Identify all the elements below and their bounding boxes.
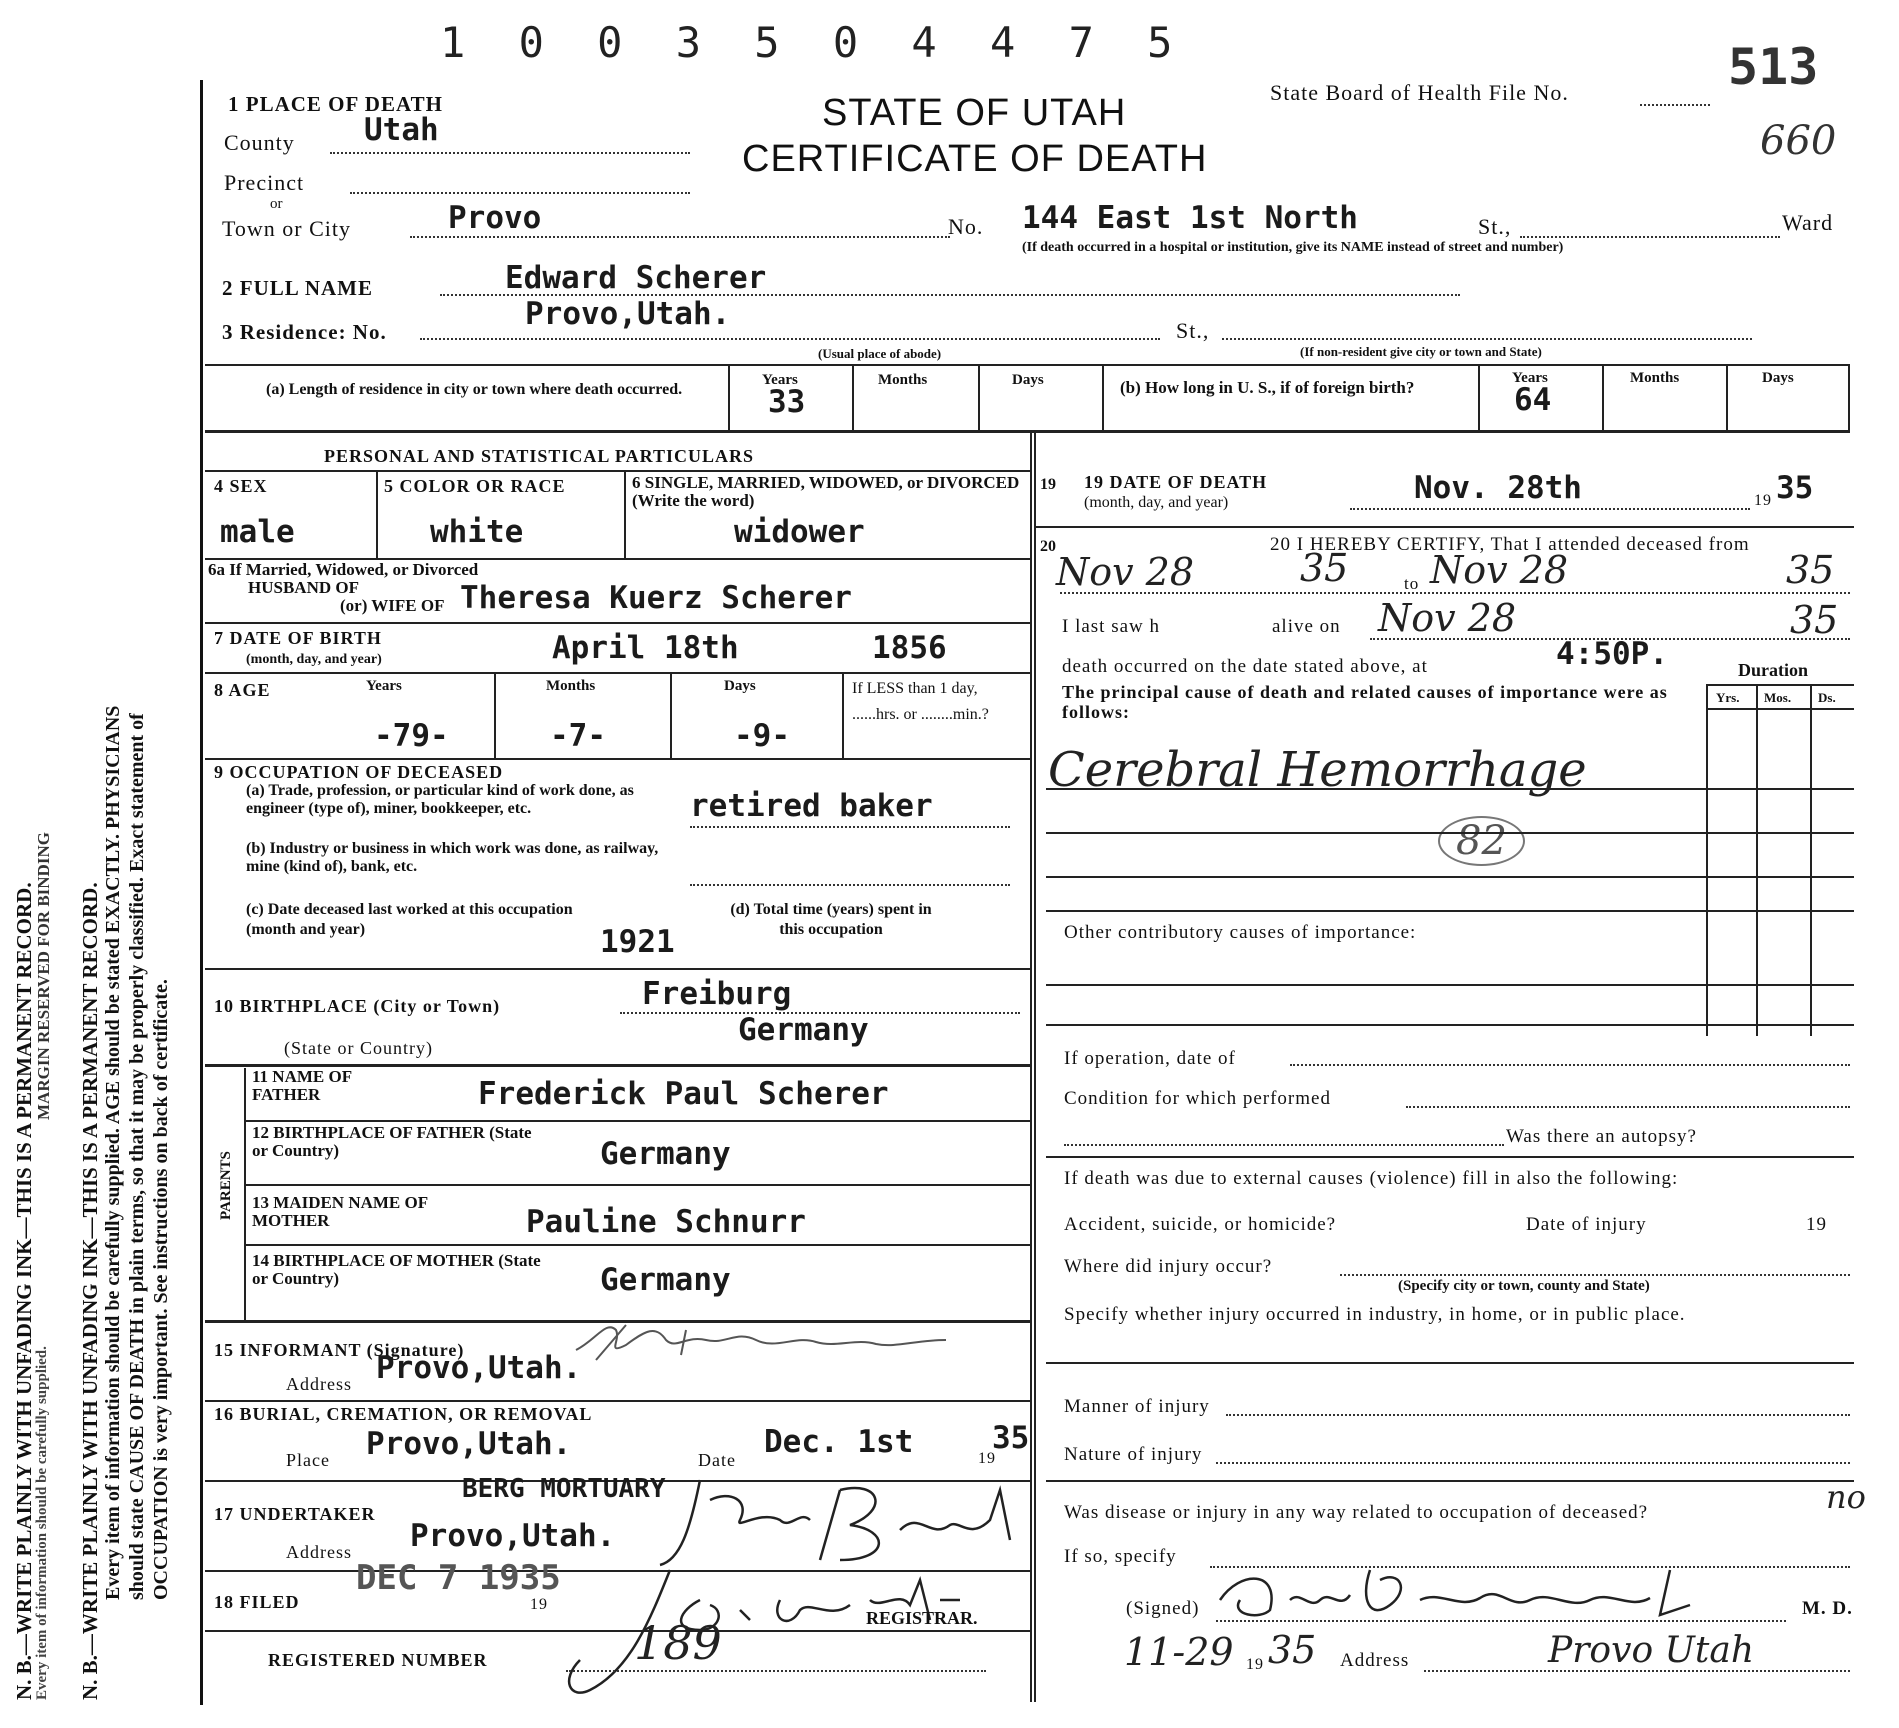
age-months-value: -7- bbox=[550, 718, 606, 754]
row-7-line bbox=[205, 672, 1030, 674]
occ-a-label: (a) Trade, profession, or particular kind of work done, as engineer (type of), miner, bookkeeper, etc. bbox=[246, 782, 634, 817]
mother-line bbox=[244, 1244, 1030, 1246]
alive-year: 35 bbox=[1790, 598, 1839, 642]
registrar-label: REGISTRAR. bbox=[866, 1608, 978, 1628]
res-b-months-label: Months bbox=[1630, 370, 1680, 386]
cause-label: The principal cause of death and related causes of importance were as follows: bbox=[1062, 682, 1668, 722]
dur-yrs-label: Yrs. bbox=[1716, 690, 1740, 705]
death-date-sub: (month, day, and year) bbox=[1084, 494, 1229, 511]
nature-label: Nature of injury bbox=[1064, 1444, 1203, 1465]
md-label: M. D. bbox=[1802, 1598, 1853, 1619]
registered-number: 189 bbox=[634, 1616, 722, 1670]
nb-note-1: N. B.—WRITE PLAINLY WITH UNFADING INK—THIS IS A PERMANENT RECORD. bbox=[12, 882, 36, 1700]
personal-header-line bbox=[205, 470, 1030, 472]
age-years-value: -79- bbox=[374, 718, 449, 754]
operation-line bbox=[1290, 1064, 1850, 1066]
death-date-num: 19 bbox=[1040, 476, 1056, 493]
filed-label: 18 FILED bbox=[214, 1592, 300, 1612]
or-label: or bbox=[270, 196, 283, 212]
mother-value: Pauline Schnurr bbox=[526, 1204, 806, 1240]
nature-line bbox=[1216, 1462, 1850, 1464]
injury-year: 19 bbox=[1806, 1214, 1827, 1235]
birthplace-country: Germany bbox=[738, 1012, 869, 1048]
duration-top bbox=[1706, 684, 1854, 686]
father-bp-label: 12 BIRTHPLACE OF FATHER (State or Country) bbox=[252, 1123, 532, 1160]
occ-related-value: no bbox=[1826, 1478, 1866, 1516]
residence-line bbox=[420, 338, 1160, 340]
residence-st-line bbox=[1222, 338, 1752, 340]
title-state: STATE OF UTAH bbox=[822, 92, 1127, 134]
informant-label: 15 INFORMANT (Signature) bbox=[214, 1340, 465, 1360]
age-col-2 bbox=[670, 672, 672, 758]
death-date-line bbox=[1350, 508, 1750, 510]
duration-head-line bbox=[1706, 708, 1854, 710]
signed-year: 35 bbox=[1268, 1628, 1317, 1672]
color-value: white bbox=[430, 514, 524, 550]
death-date-label: 19 DATE OF DEATH bbox=[1084, 472, 1268, 492]
age-label: 8 AGE bbox=[214, 680, 271, 700]
informant-address: Provo,Utah. bbox=[376, 1350, 582, 1386]
res-a-col-4 bbox=[1102, 364, 1104, 430]
full-name-label: 2 FULL NAME bbox=[222, 276, 374, 300]
dob-label: 7 DATE OF BIRTH bbox=[214, 628, 382, 648]
signed-date: 11-29 bbox=[1124, 1630, 1234, 1674]
signed-line bbox=[1216, 1620, 1786, 1622]
manner-line bbox=[1226, 1414, 1850, 1416]
parents-side-label: PARENTS bbox=[218, 1151, 234, 1220]
manner-label: Manner of injury bbox=[1064, 1396, 1210, 1417]
dob-value: April 18th bbox=[552, 630, 739, 666]
dur-ds-label: Ds. bbox=[1818, 690, 1836, 705]
age-days-value: -9- bbox=[734, 718, 790, 754]
left-border bbox=[200, 80, 203, 1705]
last-saw-label: I last saw h bbox=[1062, 616, 1161, 637]
death-date-row-line bbox=[1034, 526, 1854, 528]
full-name-value: Edward Scherer bbox=[505, 260, 767, 296]
res-b-col-2 bbox=[1602, 364, 1604, 430]
autopsy-label: Was there an autopsy? bbox=[1506, 1126, 1697, 1147]
burial-year-prefix: 19 bbox=[978, 1450, 996, 1467]
dob-sub: (month, day, and year) bbox=[246, 652, 382, 667]
undertaker-label: 17 UNDERTAKER bbox=[214, 1504, 376, 1524]
nb-note-2: N. B.—WRITE PLAINLY WITH UNFADING INK—THIS IS A PERMANENT RECORD. bbox=[78, 882, 102, 1700]
operation-label: If operation, date of bbox=[1064, 1048, 1236, 1069]
burial-year: 35 bbox=[992, 1420, 1030, 1456]
burial-date: Dec. 1st bbox=[764, 1424, 914, 1460]
mother-bp-value: Germany bbox=[600, 1262, 731, 1298]
age-col-1 bbox=[494, 672, 496, 758]
age-years-label: Years bbox=[366, 678, 402, 694]
specify-line bbox=[1046, 1362, 1854, 1364]
physician-address-line bbox=[1424, 1670, 1850, 1672]
registered-number-label: REGISTERED NUMBER bbox=[268, 1650, 488, 1670]
occ-b-label: (b) Industry or business in which work was done, as railway, mine (kind of), bank, etc. bbox=[246, 840, 659, 875]
where-line bbox=[1340, 1274, 1850, 1276]
ward-line bbox=[1520, 236, 1780, 238]
sex-value: male bbox=[220, 514, 295, 550]
signed-year-prefix: 19 bbox=[1246, 1656, 1264, 1673]
spouse-label-1: 6a If Married, Widowed, or Divorced bbox=[208, 560, 479, 579]
town-line bbox=[410, 236, 950, 238]
attended-to-year: 35 bbox=[1786, 548, 1835, 592]
res-b-days-label: Days bbox=[1762, 370, 1794, 386]
cause-code: 82 bbox=[1438, 816, 1525, 866]
undertaker-name: BERG MORTUARY bbox=[462, 1474, 666, 1504]
row-8-line bbox=[205, 758, 1030, 760]
birthplace-state-label: (State or Country) bbox=[284, 1038, 433, 1058]
instructions-line-2: should state CAUSE OF DEATH in plain terms, so that it may be properly classified. Exact statement of bbox=[126, 713, 148, 1600]
cause-line-3 bbox=[1046, 876, 1854, 878]
age-col-3 bbox=[842, 672, 844, 758]
state-file-number: 513 bbox=[1728, 38, 1819, 96]
father-value: Frederick Paul Scherer bbox=[478, 1076, 889, 1112]
town-value: Provo bbox=[448, 200, 542, 236]
stamp-number: 1 0 0 3 5 0 4 4 7 5 bbox=[440, 18, 1187, 67]
mother-bp-label: 14 BIRTHPLACE OF MOTHER (State or Country) bbox=[252, 1251, 541, 1288]
hospital-note: (If death occurred in a hospital or institution, give its NAME instead of street and number) bbox=[1022, 240, 1564, 255]
accident-label: Accident, suicide, or homicide? bbox=[1064, 1214, 1337, 1235]
color-label: 5 COLOR OR RACE bbox=[384, 476, 566, 496]
autopsy-line bbox=[1064, 1144, 1504, 1146]
father-bp-value: Germany bbox=[600, 1136, 731, 1172]
personal-header: PERSONAL AND STATISTICAL PARTICULARS bbox=[324, 446, 754, 466]
place-of-death-label: 1 PLACE OF DEATH bbox=[228, 92, 443, 116]
cause-line-1 bbox=[1046, 788, 1854, 790]
burial-label: 16 BURIAL, CREMATION, OR REMOVAL bbox=[214, 1404, 593, 1424]
undertaker-address: Provo,Utah. bbox=[410, 1518, 616, 1554]
res-b-col-4 bbox=[1848, 364, 1850, 430]
res-b-col-3 bbox=[1726, 364, 1728, 430]
autopsy-row-line bbox=[1046, 1156, 1854, 1158]
residence-b-label: (b) How long in U. S., if of foreign birth? bbox=[1120, 378, 1415, 397]
age-days-label: Days bbox=[724, 678, 756, 694]
age-less-label: If LESS than 1 day, ......hrs. or ........min.? bbox=[852, 680, 989, 723]
color-col bbox=[624, 470, 626, 558]
where-label: Where did injury occur? bbox=[1064, 1256, 1273, 1277]
occ-c-value: 1921 bbox=[600, 924, 675, 960]
attended-to-label: to bbox=[1404, 574, 1420, 593]
handwritten-file-number: 660 bbox=[1760, 118, 1837, 164]
specify-label: Specify whether injury occurred in industry, in home, or in public place. bbox=[1064, 1304, 1686, 1325]
occ-d-label: (d) Total time (years) spent in this occupation bbox=[730, 901, 932, 938]
if-so-label: If so, specify bbox=[1064, 1546, 1177, 1567]
death-date-value: Nov. 28th bbox=[1414, 470, 1582, 506]
filed-year-prefix: 19 bbox=[530, 1596, 548, 1613]
occ-b-line bbox=[690, 884, 1010, 886]
street-value: 144 East 1st North bbox=[1022, 200, 1358, 236]
town-label: Town or City bbox=[222, 216, 352, 241]
attended-from: Nov 28 bbox=[1056, 550, 1195, 594]
res-a-years-label: Years bbox=[762, 372, 798, 388]
non-resident-note: (If non-resident give city or town and State) bbox=[1300, 344, 1542, 359]
mother-label: 13 MAIDEN NAME OF MOTHER bbox=[252, 1193, 428, 1230]
condition-label: Condition for which performed bbox=[1064, 1088, 1331, 1109]
filed-line bbox=[205, 1630, 1030, 1632]
where-note: (Specify city or town, county and State) bbox=[1398, 1278, 1650, 1294]
res-a-months-label: Months bbox=[878, 372, 928, 388]
undertaker-address-label: Address bbox=[286, 1542, 352, 1562]
instructions-line-3: OCCUPATION is very important. See instructions on back of certificate. bbox=[150, 979, 172, 1600]
birthplace-label: 10 BIRTHPLACE (City or Town) bbox=[214, 996, 501, 1016]
precinct-line bbox=[350, 192, 690, 194]
spouse-label-2: HUSBAND OF bbox=[248, 578, 359, 597]
age-months-label: Months bbox=[546, 678, 596, 694]
residence-label: 3 Residence: No. bbox=[222, 320, 387, 344]
dob-year: 1856 bbox=[872, 630, 947, 666]
occ-related-label: Was disease or injury in any way related to occupation of deceased? bbox=[1064, 1502, 1649, 1523]
spouse-label-3: (or) WIFE OF bbox=[340, 596, 445, 615]
registrar-signature bbox=[550, 1560, 1010, 1710]
birthplace-city: Freiburg bbox=[642, 976, 792, 1012]
filed-stamp: DEC 7 1935 bbox=[356, 1558, 561, 1598]
precinct-label: Precinct bbox=[224, 170, 305, 195]
usual-abode-note: (Usual place of abode) bbox=[818, 346, 942, 361]
spouse-value: Theresa Kuerz Scherer bbox=[460, 580, 852, 616]
state-file-label: State Board of Health File No. bbox=[1270, 80, 1569, 105]
occ-a-line bbox=[690, 826, 1010, 828]
row-6a-line bbox=[205, 622, 1030, 624]
informant-address-label: Address bbox=[286, 1374, 352, 1394]
sex-col bbox=[376, 470, 378, 558]
res-a-days-label: Days bbox=[1012, 372, 1044, 388]
res-a-col-1 bbox=[728, 364, 730, 430]
father-line bbox=[244, 1120, 1030, 1122]
duration-label: Duration bbox=[1738, 660, 1809, 680]
nature-row-line bbox=[1046, 1480, 1854, 1482]
res-b-years-label: Years bbox=[1512, 370, 1548, 386]
registered-line bbox=[566, 1670, 986, 1672]
other-causes-label: Other contributory causes of importance: bbox=[1064, 922, 1417, 943]
marital-value: widower bbox=[734, 514, 865, 550]
occ-c-label: (c) Date deceased last worked at this occupation (month and year) bbox=[246, 901, 573, 938]
burial-place-label: Place bbox=[286, 1450, 330, 1470]
signed-label: (Signed) bbox=[1126, 1598, 1200, 1619]
street-no-label: No. bbox=[948, 214, 984, 239]
other-line-1 bbox=[1046, 984, 1854, 986]
title-certificate: CERTIFICATE OF DEATH bbox=[742, 138, 1208, 180]
residence-a-label: (a) Length of residence in city or town where death occurred. bbox=[266, 381, 683, 398]
physician-address: Provo Utah bbox=[1548, 1630, 1755, 1671]
row-9-line bbox=[205, 968, 1030, 970]
cause-line-2 bbox=[1046, 832, 1854, 834]
parents-bracket bbox=[244, 1068, 246, 1322]
external-label: If death was due to external causes (violence) fill in also the following: bbox=[1064, 1168, 1679, 1189]
death-year-prefix: 19 bbox=[1754, 492, 1772, 509]
burial-place: Provo,Utah. bbox=[366, 1426, 572, 1462]
cause-value: Cerebral Hemorrhage bbox=[1048, 742, 1587, 798]
informant-signature bbox=[566, 1310, 986, 1370]
alive-on: Nov 28 bbox=[1378, 596, 1517, 640]
sex-label: 4 SEX bbox=[214, 476, 268, 496]
attended-line bbox=[1060, 592, 1850, 594]
residence-table-bottom bbox=[205, 430, 1850, 433]
death-year: 35 bbox=[1776, 470, 1814, 506]
burial-date-label: Date bbox=[698, 1450, 736, 1470]
county-label: County bbox=[224, 130, 295, 155]
cause-line-4 bbox=[1046, 910, 1854, 912]
dur-mos-label: Mos. bbox=[1764, 690, 1792, 705]
res-b-col-1 bbox=[1478, 364, 1480, 430]
condition-line bbox=[1406, 1106, 1850, 1108]
attended-from-year: 35 bbox=[1300, 546, 1349, 590]
occurred-label: death occurred on the date stated above, at bbox=[1062, 656, 1428, 677]
nb-note-1-sub: Every item of information should be carefully supplied. bbox=[34, 1346, 50, 1700]
county-line bbox=[330, 152, 690, 154]
other-line-2 bbox=[1046, 1024, 1854, 1026]
county-value: Utah bbox=[364, 112, 439, 148]
death-time: 4:50P. bbox=[1556, 636, 1668, 672]
res-b-years-value: 64 bbox=[1514, 382, 1552, 418]
occupation-label: 9 OCCUPATION OF DECEASED bbox=[214, 762, 504, 782]
alive-label: alive on bbox=[1272, 616, 1341, 637]
ward-label: Ward bbox=[1782, 210, 1834, 235]
certify-num: 20 bbox=[1040, 538, 1056, 555]
occ-a-value: retired baker bbox=[690, 788, 933, 824]
margin-reserved-note: MARGIN RESERVED FOR BINDING bbox=[34, 832, 53, 1120]
certify-label: 20 I HEREBY CERTIFY, That I attended deceased from bbox=[1270, 534, 1750, 555]
injury-date-label: Date of injury bbox=[1526, 1214, 1647, 1235]
res-a-col-2 bbox=[852, 364, 854, 430]
residence-st-label: St., bbox=[1176, 318, 1210, 343]
father-bp-line bbox=[244, 1184, 1030, 1186]
state-file-line bbox=[1640, 104, 1710, 106]
instructions-line-1: Every item of information should be carefully supplied. AGE should be stated EXACTLY. PHYSICIANS bbox=[102, 705, 124, 1600]
attended-to: Nov 28 bbox=[1430, 548, 1569, 592]
street-st-label: St., bbox=[1478, 214, 1512, 239]
physician-address-label: Address bbox=[1340, 1650, 1410, 1671]
father-label: 11 NAME OF FATHER bbox=[252, 1067, 352, 1104]
informant-line bbox=[205, 1400, 1030, 1402]
res-a-years-value: 33 bbox=[768, 384, 806, 420]
residence-value: Provo,Utah. bbox=[525, 296, 731, 332]
marital-label: 6 SINGLE, MARRIED, WIDOWED, or DIVORCED (Write the word) bbox=[632, 473, 1020, 510]
res-a-col-3 bbox=[978, 364, 980, 430]
